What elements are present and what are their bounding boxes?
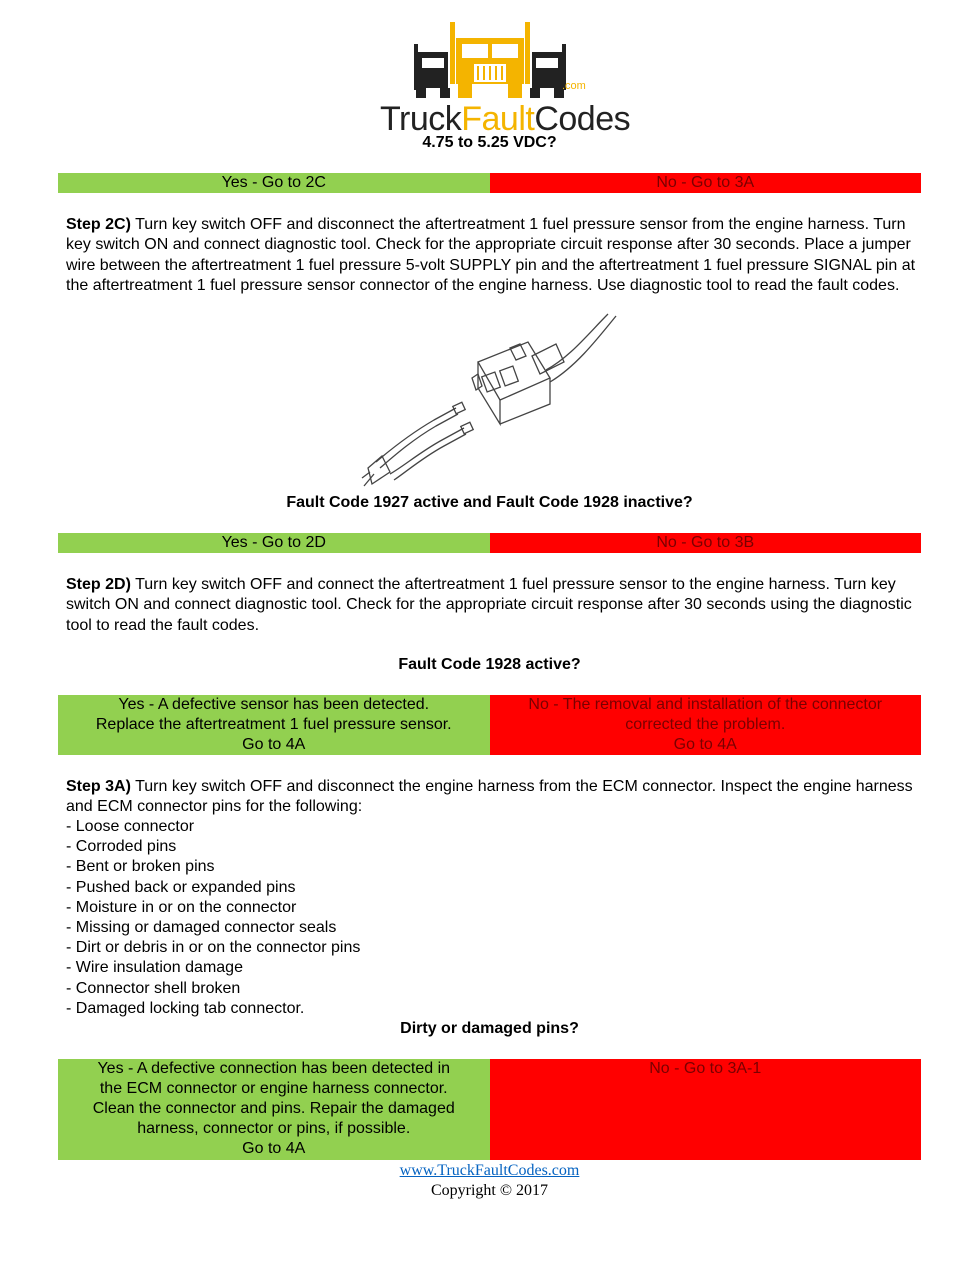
- answer-line: No - The removal and installation of the connector: [528, 696, 883, 713]
- answer-line: Yes - A defective connection has been detected in: [97, 1060, 451, 1077]
- connector-jumper-icon: [360, 312, 622, 490]
- question-fault-1927: Fault Code 1927 active and Fault Code 1928 inactive?: [286, 494, 693, 511]
- step-3a-paragraph: [66, 777, 921, 818]
- question-dirty-pins: Dirty or damaged pins?: [400, 1020, 579, 1037]
- yes-answer: [58, 1059, 490, 1160]
- no-answer: No - Go to 3A: [490, 173, 922, 193]
- answer-line: the ECM connector or engine harness connector.: [99, 1080, 448, 1097]
- inspection-checklist: [66, 817, 666, 1019]
- answer-line: Yes - A defective sensor has been detected.: [118, 696, 430, 713]
- yes-answer: Yes - Go to 2D: [58, 533, 490, 553]
- list-item: - Moisture in or on the connector: [66, 898, 297, 916]
- list-item: - Dirt or debris in or on the connector pins: [66, 939, 361, 957]
- answer-line: corrected the problem.: [625, 716, 786, 733]
- answer-line: Go to 4A: [242, 736, 306, 753]
- footer-copyright: Copyright © 2017: [430, 1182, 549, 1199]
- answer-line: No - Go to 3A-1: [649, 1060, 762, 1077]
- logo-wordmark: TruckFaultCodes: [380, 100, 631, 138]
- site-logo: [378, 18, 631, 138]
- answer-line: Replace the aftertreatment 1 fuel pressure sensor.: [95, 716, 452, 733]
- step-label: Step 2C): [66, 216, 131, 233]
- no-answer: No - Go to 3B: [490, 533, 922, 553]
- yes-answer: [58, 695, 490, 755]
- step-text: Turn key switch OFF and disconnect the aftertreatment 1 fuel pressure sensor from the engine harness. Turn key switch ON and connect diagnostic tool. Check for the appropriate circuit response after 30 seconds. Place a jumper wire between the aftertreatment 1 fuel pressure 5-volt SUPPLY pin and the aftertreatment 1 fuel pressure SIGNAL pin at the aftertreatment 1 fuel pressure sensor connector of the engine harness. Use diagnostic tool to read the fault codes.: [66, 216, 916, 294]
- list-item: - Connector shell broken: [66, 979, 241, 997]
- question-voltage: 4.75 to 5.25 VDC?: [422, 134, 557, 151]
- answer-row-4: [58, 1059, 921, 1160]
- list-item: - Bent or broken pins: [66, 858, 215, 876]
- logo-com-suffix: .com: [562, 80, 586, 92]
- answer-line: Go to 4A: [673, 736, 737, 753]
- list-item: - Damaged locking tab connector.: [66, 999, 305, 1017]
- list-item: - Missing or damaged connector seals: [66, 919, 337, 937]
- answer-line: Clean the connector and pins. Repair the damaged: [92, 1100, 455, 1117]
- list-item: - Loose connector: [66, 818, 195, 835]
- yes-answer: Yes - Go to 2C: [58, 173, 490, 193]
- list-item: - Pushed back or expanded pins: [66, 878, 296, 896]
- list-item: - Corroded pins: [66, 838, 177, 856]
- question-fault-1928: Fault Code 1928 active?: [398, 656, 581, 673]
- connector-jumper-illustration: [360, 312, 622, 490]
- no-answer: [490, 1059, 922, 1160]
- list-item: - Wire insulation damage: [66, 959, 243, 977]
- answer-row-2: [58, 533, 921, 553]
- step-text: Turn key switch OFF and connect the aftertreatment 1 fuel pressure sensor to the engine harness. Turn key switch ON and connect diagnostic tool. Check for the appropriate circuit response after 30 seconds using the diagnostic tool to read the fault codes.: [66, 576, 912, 634]
- answer-line: harness, connector or pins, if possible.: [137, 1120, 411, 1137]
- step-label: Step 2D): [66, 576, 131, 593]
- answer-row-3: [58, 695, 921, 755]
- answer-row-1: [58, 173, 921, 193]
- step-text: Turn key switch OFF and disconnect the engine harness from the ECM connector. Inspect the engine harness and ECM connector pins for the following:: [66, 778, 913, 816]
- answer-line: Go to 4A: [242, 1140, 306, 1157]
- no-answer: [490, 695, 922, 755]
- footer-website-link[interactable]: www.TruckFaultCodes.com: [399, 1162, 580, 1179]
- step-label: Step 3A): [66, 778, 131, 795]
- step-2c-paragraph: [66, 215, 921, 296]
- step-2d-paragraph: [66, 575, 921, 636]
